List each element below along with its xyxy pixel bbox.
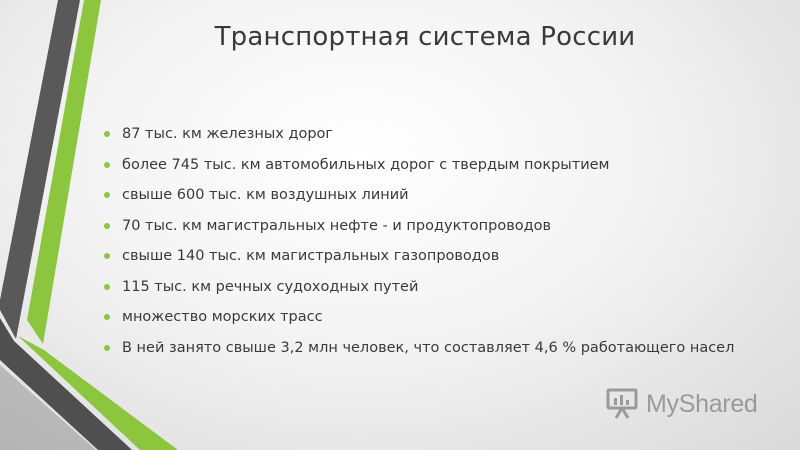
bullet-dot: [104, 192, 110, 198]
watermark-logo[interactable]: [606, 386, 758, 422]
list-item: [104, 185, 734, 216]
bullet-dot: [104, 345, 110, 351]
list-item: [104, 155, 734, 186]
bullet-text: более 745 тыс. км автомобильных дорог с твердым покрытием: [122, 156, 610, 173]
slide-title: Транспортная система России: [214, 22, 636, 52]
bullet-dot: [104, 284, 110, 290]
bullet-text: 115 тыс. км речных судоходных путей: [122, 278, 419, 295]
list-item: [104, 216, 734, 247]
bullet-text: свыше 600 тыс. км воздушных линий: [122, 187, 409, 203]
list-item: [104, 307, 734, 338]
list-item: [104, 277, 734, 308]
list-item: [104, 124, 734, 155]
bullet-dot: [104, 314, 110, 320]
bullet-text: В ней занято свыше 3,2 млн человек, что составляет 4,6 % работающего насел: [122, 339, 735, 356]
presentation-board-icon: [606, 388, 640, 420]
list-item: [104, 246, 734, 277]
bullet-dot: [104, 223, 110, 229]
bullet-text: 87 тыс. км железных дорог: [122, 126, 334, 142]
list-item: [104, 338, 734, 369]
bullet-text: 70 тыс. км магистральных нефте - и продуктопроводов: [122, 217, 552, 234]
bullet-dot: [104, 131, 110, 137]
bullet-dot: [104, 162, 110, 168]
watermark-text: MyShared: [646, 389, 758, 418]
bullet-dot: [104, 253, 110, 259]
bullet-text: множество морских трасс: [122, 309, 323, 325]
bullet-list: [104, 124, 734, 368]
bullet-text: свыше 140 тыс. км магистральных газопроводов: [122, 248, 500, 264]
